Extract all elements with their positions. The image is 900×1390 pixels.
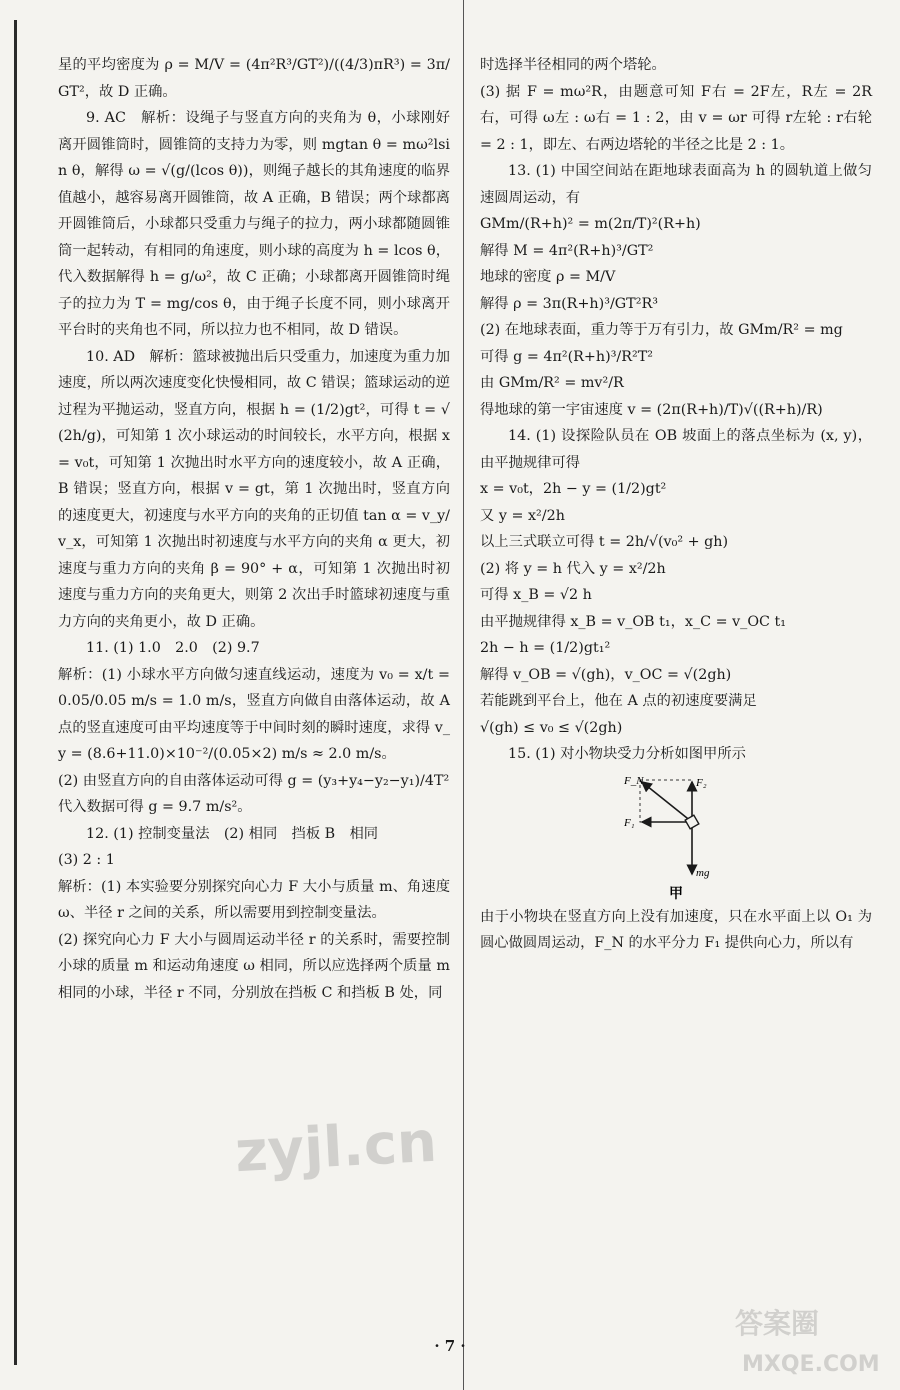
paragraph: 14. (1) 设探险队员在 OB 坡面上的落点坐标为 (x, y)，由平抛规律可得 (480, 428, 872, 471)
force-diagram (606, 774, 746, 904)
paragraph: 10. AD 解析：篮球被抛出后只受重力，加速度为重力加速度，所以两次速度变化快慢相同，故 C 错误；篮球运动的逆过程为平抛运动，竖直方向，根据 h = (1/2)gt²，可得 t = √(2h/g)，可知第 1 次小球运动的时间较长，水平方向，根据 x = v₀t，可知第 1 次抛出时水平方向的速度较小，故 A 正确，B 错误；竖直方向，根据 v = gt，第 1 次抛出时，竖直方向的速度更大，初速度与水平方向的夹角的正切值 tan α = v_y/v_x，可知第 1 次抛出时初速度与水平方向的夹角 α 更大，初速度与重力方向的夹角 β = 90° + α，可知第 1 次抛出时初速度与重力方向的夹角更大，则第 2 次出手时篮球初速度与重力方向的夹角更小，故 D 正确。 (58, 348, 450, 630)
right-column (480, 52, 872, 957)
equation: 解得 v_OB = √(gh)，v_OC = √(2gh) (480, 666, 732, 683)
equation: x = v₀t，2h − y = (1/2)gt² (480, 481, 667, 497)
left-column (58, 52, 450, 1006)
equation: 由平抛规律得 x_B = v_OB t₁，x_C = v_OC t₁ (480, 613, 787, 630)
paragraph: 11. (1) 1.0 2.0 (2) 9.7 (86, 640, 260, 656)
paragraph: 13. (1) 中国空间站在距地球表面高为 h 的圆轨道上做匀速圆周运动，有 (480, 163, 872, 206)
normal-force-vector (642, 782, 692, 822)
equation: 地球的密度 ρ = M/V (480, 269, 616, 285)
f2-label: F₂ (696, 776, 707, 789)
equation: 2h − h = (1/2)gt₁² (480, 640, 611, 656)
paragraph: (3) 2 : 1 (58, 852, 115, 868)
equation: 解得 M = 4π²(R+h)³/GT² (480, 242, 654, 259)
column-divider (463, 0, 464, 1390)
paragraph: (2) 由竖直方向的自由落体运动可得 g = (y₃+y₄−y₂−y₁)/4T² (58, 772, 450, 789)
paragraph: (2) 探究向心力 F 大小与圆周运动半径 r 的关系时，需要控制小球的质量 m 和运动角速度 ω 相同，所以应选择两个质量 m 相同的小球，半径 r 不同，分别放在挡板 C 和挡板 B 处，同 (58, 931, 450, 1001)
watermark-center: zyjl.cn (233, 1109, 439, 1186)
f1-label: F₁ (624, 816, 635, 829)
equation: 可得 x_B = √2 h (480, 587, 592, 603)
mg-label: mg (696, 866, 710, 879)
equation: 由 GMm/R² = mv²/R (480, 375, 624, 391)
equation: (2) 将 y = h 代入 y = x²/2h (480, 560, 666, 577)
equation: 可得 g = 4π²(R+h)³/R²T² (480, 348, 654, 365)
equation: GMm/(R+h)² = m(2π/T)²(R+h) (480, 216, 701, 232)
paragraph: 代入数据可得 g = 9.7 m/s²。 (58, 799, 252, 815)
figure-caption: 甲 (669, 885, 683, 902)
paragraph: 解析：(1) 本实验要分别探究向心力 F 大小与质量 m、角速度 ω、半径 r 之间的关系，所以需要用到控制变量法。 (58, 878, 450, 921)
paragraph: (3) 据 F = mω²R，由题意可知 F右 = 2F左，R左 = 2R右，可得 ω左 : ω右 = 1 : 2，由 v = ωr 可得 r左轮 : r右轮 = 2 : 1，即左、右两边塔轮的半径之比是 2 : 1。 (480, 83, 872, 153)
paragraph: 12. (1) 控制变量法 (2) 相同 挡板 B 相同 (86, 825, 379, 842)
watermark-corner-top: 答案圈 (735, 1307, 820, 1340)
paragraph: 9. AC 解析：设绳子与竖直方向的夹角为 θ，小球刚好离开圆锥筒时，圆锥筒的支持力为零，则 mgtan θ = mω²lsin θ，解得 ω = √(g/(lcos θ))，则绳子越长的其角速度的临界值越小，越容易离开圆锥筒，故 A 正确，B 错误；两个球都离开圆锥筒后，小球都只受重力与绳子的拉力，两小球都随圆锥筒一起转动，有相同的角速度，则小球的高度为 h = lcos θ，代入数据解得 h = g/ω²，故 C 正确；小球都离开圆锥筒时绳子的拉力为 T = mg/cos θ，由于绳子长度不同，则小球离开平台时的夹角也不同，所以拉力也不相同，故 D 错误。 (58, 110, 450, 338)
paragraph: 时选择半径相同的两个塔轮。 (480, 57, 666, 73)
equation: 以上三式联立可得 t = 2h/√(v₀² + gh) (480, 534, 729, 550)
equation: √(gh) ≤ v₀ ≤ √(2gh) (480, 719, 623, 736)
paragraph: 星的平均密度为 ρ = M/V = (4π²R³/GT²)/((4/3)πR³) = 3π/GT²，故 D 正确。 (58, 57, 450, 100)
page-number: · 7 · (434, 1337, 466, 1355)
paragraph: 由于小物块在竖直方向上没有加速度，只在水平面上以 O₁ 为圆心做圆周运动，F_N 的水平分力 F₁ 提供向心力，所以有 (480, 908, 872, 951)
watermark-corner-bottom: MXQE.COM (742, 1352, 880, 1377)
paragraph: 得地球的第一宇宙速度 v = (2π(R+h)/T)√((R+h)/R) (480, 401, 823, 418)
equation: 又 y = x²/2h (480, 507, 565, 524)
paragraph: 解析：(1) 小球水平方向做匀速直线运动，速度为 v₀ = x/t = 0.05/0.05 m/s = 1.0 m/s，竖直方向做自由落体运动，故 A 点的竖直速度可由平均速度等于中间时刻的瞬时速度，求得 v_y = (8.6+11.0)×10⁻²/(0.05×2) m/s ≈ 2.0 m/s。 (58, 666, 450, 762)
fn-label: F_N (624, 774, 644, 787)
paragraph: (2) 在地球表面，重力等于万有引力，故 GMm/R² = mg (480, 322, 843, 338)
left-margin-rule (14, 20, 17, 1365)
paragraph: 15. (1) 对小物块受力分析如图甲所示 (508, 746, 746, 762)
paragraph: 若能跳到平台上，他在 A 点的初速度要满足 (480, 693, 757, 709)
equation: 解得 ρ = 3π(R+h)³/GT²R³ (480, 295, 658, 312)
